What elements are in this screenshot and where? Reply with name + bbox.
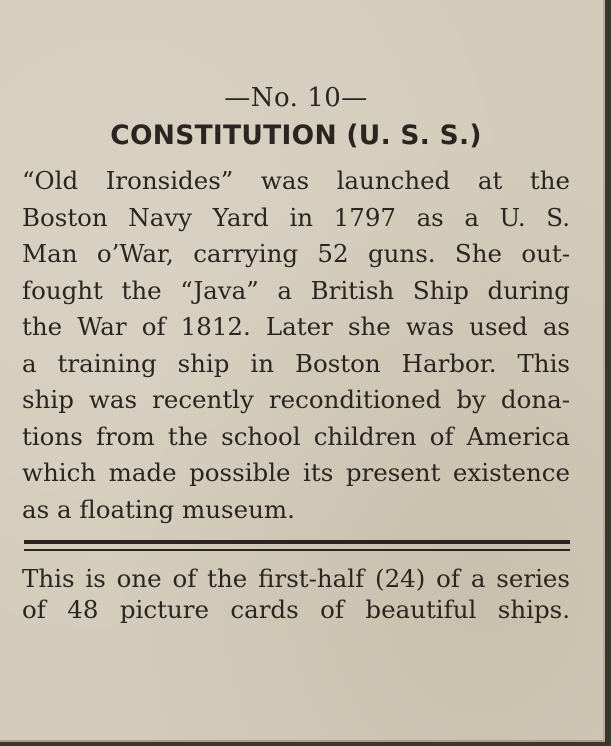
description-line: which made possible its present existence [22,458,570,487]
series-note-line: of 48 picture cards of beautiful ships. [22,595,570,624]
description-line: “Old Ironsides” was launched at the [22,166,570,195]
description-line: Boston Navy Yard in 1797 as a U. S. [22,202,570,232]
series-note [22,563,570,625]
ship-description [22,163,570,528]
description-line: Man o’War, carrying 52 guns. She out- [22,239,570,268]
divider-rule-thin [24,549,570,551]
description-line: fought the “Java” a British Ship during [22,275,570,305]
series-note-line: This is one of the first-half (24) of a series [22,564,570,593]
divider-rule-thick [24,540,570,544]
description-line: the War of 1812. Later she was used as [22,312,570,341]
description-line: tions from the school children of America [22,421,570,451]
card-edge [605,0,611,746]
card-title: CONSTITUTION (U. S. S.) [110,120,482,151]
description-line: ship was recently reconditioned by dona- [22,385,570,414]
card-number: —No. 10— [224,83,368,113]
description-line: a training ship in Boston Harbor. This [22,348,570,378]
description-line: as a floating museum. [22,494,295,524]
